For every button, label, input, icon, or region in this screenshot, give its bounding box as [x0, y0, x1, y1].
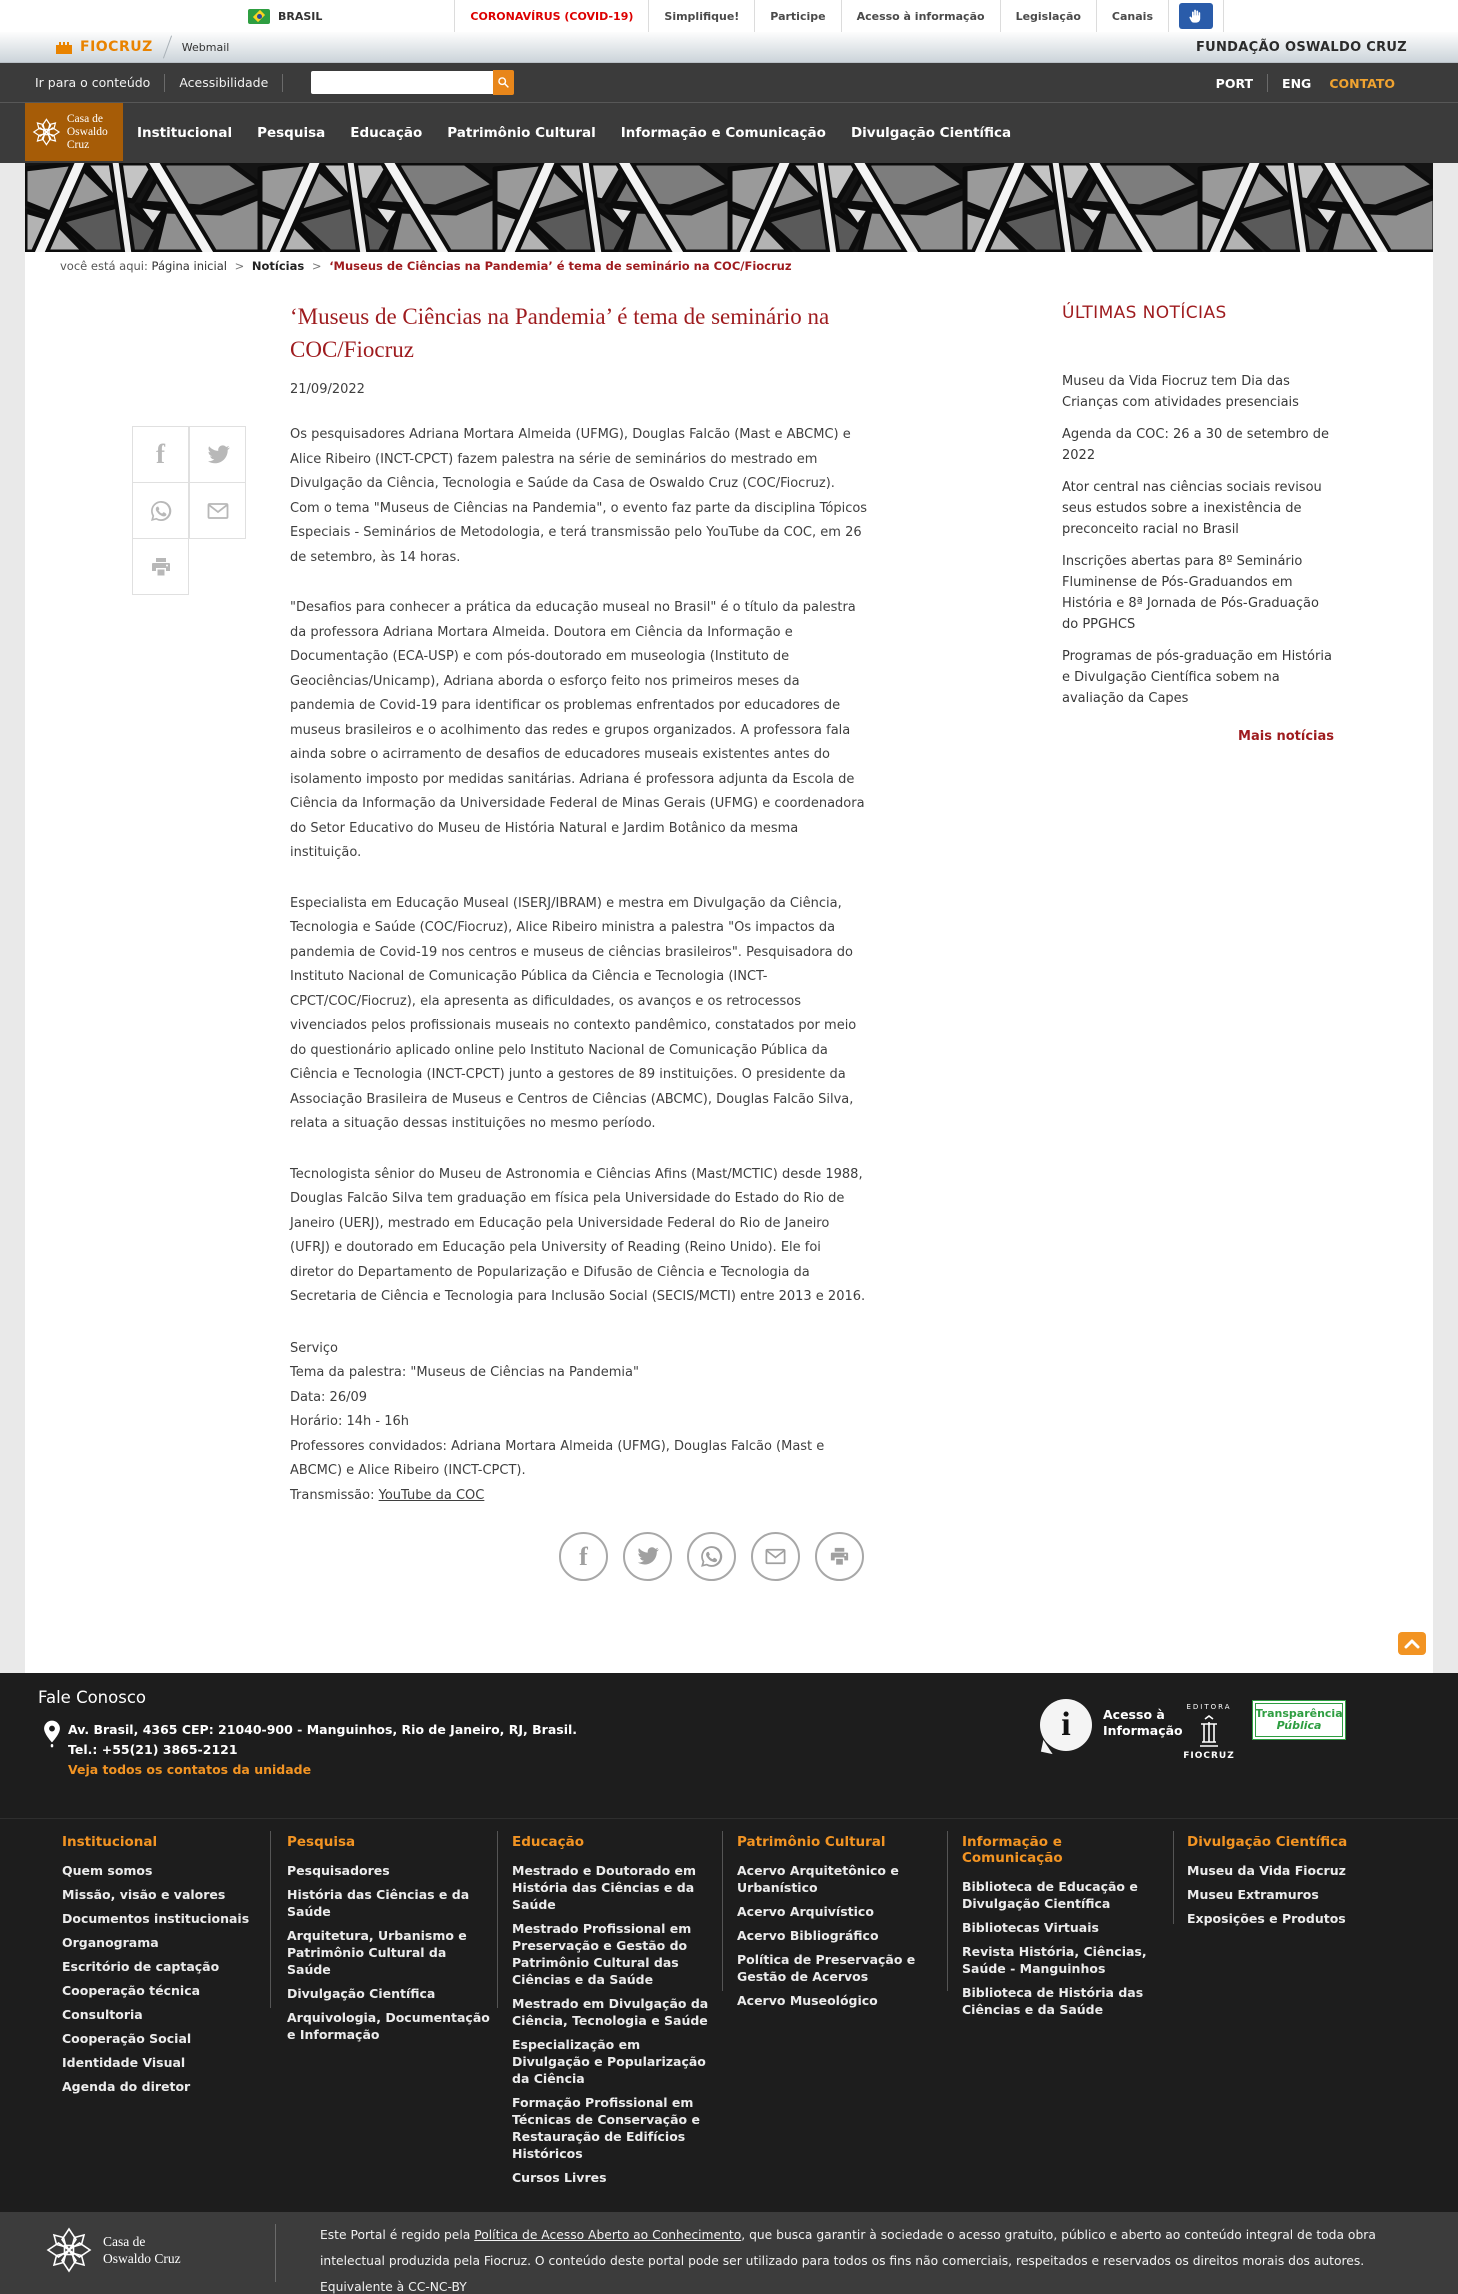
service-time: Horário: 14h - 16h [290, 1414, 409, 1429]
article-paragraph: Os pesquisadores Adriana Mortara Almeida (UFMG), Douglas Falcão (Mast e ABCMC) e Alice Ribeiro (INCT-CPCT) fazem palestra na série de seminários do mestrado em Divulgação da Ciência, Tecnologia e Saúde da Casa de Oswaldo Cruz (COC/Fiocruz). Com o tema "Museus de Ciências na Pandemia", o evento faz parte da disciplina Tópicos Especiais - Seminários de Metodologia, e terá transmissão pelo YouTube da COC, em 26 de setembro, às 14 horas. [290, 427, 868, 565]
footer-logo-line2: Oswaldo Cruz [103, 2251, 181, 2266]
search-input[interactable] [311, 71, 493, 94]
search-bar [311, 70, 514, 95]
email-icon [764, 1545, 787, 1568]
article-paragraph: "Desafios para conhecer a prática da educação museal no Brasil" é o título da palestra da professora Adriana Mortara Almeida. Doutora em Ciência da Informação e Documentação (ECA-USP) e com pós-doutorado em museologia (Instituto de Geociências/Unicamp), Adriana aborda o esforço feito nos primeiros meses da pandemia de Covid-19 para identificar os problemas enfrentados por educadores de museus brasileiros e o acolhimento das redes e grupos organizados. A professora fala ainda sobre o acirramento de desafios de educadores museais existentes antes do isolamento imposto por medidas sanitárias. Adriana é professora adjunta da Escola de Ciência da Informação da Universidade Federal de Minas Gerais (UFMG) e coordenadora do Setor Educativo do Museu de História Natural e Jardim Botânico da mesma instituição. [290, 600, 865, 860]
share-rail [133, 427, 249, 595]
facebook-icon: f [156, 439, 165, 469]
nav-patrimonio-cultural[interactable]: Patrimônio Cultural [447, 124, 596, 141]
footer-link[interactable]: Revista História, Ciências, Saúde - Manguinhos [962, 1944, 1147, 1976]
search-button[interactable] [493, 70, 514, 95]
share-whatsapp-button[interactable] [132, 482, 189, 539]
footer-link[interactable]: Acervo Arquitetônico e Urbanístico [737, 1863, 899, 1895]
footer-link[interactable]: Arquivologia, Documentação e Informação [287, 2010, 490, 2042]
search-icon [497, 76, 510, 89]
coc-logo-line1: Casa de [66, 112, 103, 125]
footer-col-informacao [962, 1834, 1167, 2025]
news-link[interactable]: Ator central nas ciências sociais revisou seus estudos sobre a inexistência de preconceito racial no Brasil [1062, 480, 1322, 537]
article-paragraph: Especialista em Educação Museal (ISERJ/IBRAM) e mestra em Divulgação da Ciência, Tecnologia e Saúde (COC/Fiocruz), Alice Ribeiro ministra a palestra "Os impactos da pandemia de Covid-19 nos centros e museus de ciências brasileiros". Pesquisadora do Instituto Nacional de Comunicação Pública da Ciência e Tecnologia (INCT-CPCT/COC/Fiocruz), ela apresenta as dificuldades, os avanços e os retrocessos vivenciados pelos profissionais museais no contexto pandêmico, constatados por meio do questionário aplicado online pelo Instituto Nacional de Comunicação Pública da Ciência e Tecnologia (INCT-CPCT) junto a gestores de 89 instituições. O presidente da Associação Brasileira de Museus e Centros de Ciências (ABCMC), Douglas Falcão Silva, relata a situação dessas instituições no mesmo período. [290, 895, 857, 1131]
news-link[interactable]: Programas de pós-graduação em História e Divulgação Científica sobem na avaliação da Capes [1062, 649, 1332, 706]
footer-link[interactable]: Agenda do diretor [62, 2079, 191, 2094]
footer-divider [270, 1831, 271, 2008]
tab-divider [163, 36, 172, 59]
sign-language-hand-icon [1179, 3, 1213, 29]
footer-col-title[interactable]: Informação e Comunicação [962, 1834, 1063, 1866]
footer-logo-line1: Casa de [103, 2234, 146, 2249]
email-icon [206, 499, 230, 523]
location-pin-icon [42, 1719, 62, 1749]
scroll-to-top-button[interactable] [1398, 1632, 1426, 1655]
nav-informacao-comunicacao[interactable]: Informação e Comunicação [620, 124, 826, 141]
latest-news-sidebar [1062, 303, 1334, 744]
footer-navigation [0, 1818, 1458, 2212]
language-switcher [1216, 63, 1395, 103]
share-facebook-button[interactable] [559, 1532, 608, 1581]
footer-bottom [0, 2212, 1458, 2294]
contato-link[interactable]: CONTATO [1329, 75, 1395, 91]
foundation-title: FUNDAÇÃO OSWALDO CRUZ [1195, 39, 1407, 55]
webmail-link[interactable]: Webmail [181, 40, 230, 54]
twitter-icon [206, 443, 230, 467]
print-icon [828, 1545, 851, 1568]
share-twitter-button[interactable] [189, 426, 246, 483]
breadcrumb-current: ‘Museus de Ciências na Pandemia’ é tema de seminário na COC/Fiocruz [329, 259, 792, 273]
article-share-buttons [559, 1532, 868, 1581]
footer-link[interactable]: Escritório de captação [62, 1959, 220, 1974]
editora-column-icon [1196, 1714, 1222, 1748]
footer-link[interactable]: Mestrado e Doutorado em História das Ciências e da Saúde [512, 1863, 697, 1912]
footer-col-divulgacao [1187, 1834, 1392, 1934]
lang-port-button[interactable]: PORT [1215, 75, 1254, 91]
footer-divider [947, 1831, 948, 1991]
header [0, 63, 1458, 163]
service-date: Data: 26/09 [290, 1389, 368, 1405]
acesso-informacao-label: Acesso à Informação [1103, 1707, 1183, 1738]
casa-oswaldo-cruz-logo[interactable] [25, 103, 123, 161]
footer-divider [722, 1831, 723, 1991]
whatsapp-icon [149, 499, 173, 523]
service-theme: Tema da palestra: "Museus de Ciências na Pandemia" [290, 1365, 639, 1380]
brasil-flag-link[interactable] [234, 0, 336, 32]
breadcrumb-prefix: você está aqui: [60, 259, 148, 273]
fiocruz-logo[interactable] [55, 39, 153, 55]
footer-divider [275, 2224, 276, 2282]
print-icon [149, 555, 173, 579]
phone-line: Tel.: +55(21) 3865-2121 [68, 1742, 238, 1757]
whatsapp-icon [699, 1544, 724, 1569]
nav-institucional[interactable]: Institucional [137, 124, 233, 141]
footer-link[interactable]: Documentos institucionais [62, 1911, 250, 1926]
footer-col-educacao [512, 1834, 717, 2193]
breadcrumb-separator: > [311, 259, 322, 273]
service-speakers: Professores convidados: Adriana Mortara Almeida (UFMG), Douglas Falcão (Mast e ABCMC) e Alice Ribeiro (INCT-CPCT). [290, 1438, 825, 1478]
skip-to-content-link[interactable]: Ir para o conteúdo [35, 75, 151, 90]
divider [282, 74, 283, 92]
fiocruz-logo-text: FIOCRUZ [80, 39, 153, 55]
brazil-flag-icon [248, 9, 270, 24]
brasil-label: BRASIL [278, 9, 323, 23]
footer-link[interactable]: Especialização em Divulgação e Popularização da Ciência [512, 2037, 706, 2086]
breadcrumb [60, 259, 1433, 273]
twitter-icon [636, 1545, 659, 1568]
share-print-button[interactable] [815, 1532, 864, 1581]
article-date: 21/09/2022 [290, 382, 365, 397]
govbar-link-participe[interactable]: Participe [754, 0, 840, 32]
share-whatsapp-button[interactable] [687, 1532, 736, 1581]
banner-image [25, 163, 1433, 252]
service-info-block [290, 1337, 868, 1509]
page-title: ‘Museus de Ciências na Pandemia’ é tema de seminário na COC/Fiocruz [290, 304, 830, 362]
footer-link[interactable]: Acervo Museológico [737, 1993, 878, 2008]
footer-col-title[interactable]: Pesquisa [287, 1834, 356, 1850]
coc-logo-line2: Oswaldo Cruz [66, 125, 108, 151]
govbar-link-canais[interactable]: Canais [1096, 0, 1168, 32]
nav-educacao[interactable]: Educação [350, 124, 423, 141]
footer-link[interactable]: Consultoria [62, 2007, 143, 2022]
breadcrumb-separator: > [234, 259, 245, 273]
libras-accessibility-button[interactable] [1168, 0, 1224, 32]
facebook-icon: f [579, 1541, 588, 1571]
content-area [25, 163, 1433, 1673]
footer-link[interactable]: Missão, visão e valores [62, 1887, 226, 1902]
govbar-link-acesso-informacao[interactable]: Acesso à informação [841, 0, 1000, 32]
article-paragraph: Tecnologista sênior do Museu de Astronomia e Ciências Afins (Mast/MCTIC) desde 1988, Douglas Falcão Silva tem graduação em física pela Universidade do Estado do Rio de Janeiro (UERJ), mestrado em Educação pela Universidade Federal do Rio de Janeiro (UFRJ) e doutorado em Educação pela University of Reading (Reino Unido). Ele foi diretor do Departamento de Popularização e Difusão de Ciência e Tecnologia da Secretaria de Ciência e Tecnologia para Inclusão Social (SECIS/MCTI) entre 2013 e 2016. [290, 1166, 866, 1304]
open-access-policy-link[interactable]: Política de Acesso Aberto ao Conhecimento [474, 2228, 742, 2242]
editora-fiocruz-logo[interactable]: EDITORA FIOCRUZ [1183, 1703, 1235, 1761]
brand-bar [0, 32, 1458, 63]
main-navigation [0, 103, 1458, 162]
coc-rosette-icon [32, 115, 61, 149]
acesso-informacao-icon[interactable]: i [1040, 1699, 1092, 1751]
footer-link[interactable]: Arquitetura, Urbanismo e Patrimônio Cultural da Saúde [287, 1928, 467, 1977]
share-email-button[interactable] [751, 1532, 800, 1581]
govbar-link-legislacao[interactable]: Legislação [1000, 0, 1096, 32]
cc-license-line: Equivalente à CC-NC-BY [320, 2280, 467, 2294]
footer-link[interactable]: Formação Profissional em Técnicas de Conservação e Restauração de Edifícios Históricos [512, 2095, 700, 2161]
share-print-button[interactable] [132, 538, 189, 595]
footer-link[interactable]: Bibliotecas Virtuais [962, 1920, 1099, 1935]
government-bar [0, 0, 1458, 32]
news-link[interactable]: Inscrições abertas para 8º Seminário Fluminense de Pós-Graduandos em História e 8ª Jornada de Pós-Graduação do PPGHCS [1062, 554, 1319, 632]
news-link[interactable]: Agenda da COC: 26 a 30 de setembro de 2022 [1062, 427, 1329, 463]
all-contacts-link[interactable]: Veja todos os contatos da unidade [68, 1762, 312, 1777]
contact-title: Fale Conosco [38, 1688, 146, 1707]
nav-pesquisa[interactable]: Pesquisa [257, 124, 326, 141]
chevron-up-icon [1404, 1639, 1420, 1649]
breadcrumb-noticias-link[interactable]: Notícias [251, 259, 305, 273]
contact-address [68, 1720, 577, 1760]
footer-link[interactable]: Cooperação Social [62, 2031, 192, 2046]
footer-contact [0, 1673, 1458, 1818]
footer-col-title[interactable]: Patrimônio Cultural [737, 1834, 886, 1850]
footer-link[interactable]: Identidade Visual [62, 2055, 186, 2070]
footer-link[interactable]: Exposições e Produtos [1187, 1911, 1346, 1926]
fiocruz-castle-icon [55, 40, 75, 54]
news-list [1062, 371, 1334, 709]
footer-link[interactable]: Mestrado em Divulgação da Ciência, Tecnologia e Saúde [512, 1996, 709, 2028]
footer-link[interactable]: Cursos Livres [512, 2170, 607, 2185]
coc-rosette-icon [45, 2226, 93, 2274]
govbar-link-simplifique[interactable]: Simplifique! [648, 0, 754, 32]
footer-link[interactable]: Mestrado Profissional em Preservação e Gestão do Patrimônio Cultural das Ciências e da Saúde [512, 1921, 692, 1987]
address-line: Av. Brasil, 4365 CEP: 21040-900 - Manguinhos, Rio de Janeiro, RJ, Brasil. [68, 1722, 578, 1737]
footer-col-pesquisa [287, 1834, 492, 2050]
share-twitter-button[interactable] [623, 1532, 672, 1581]
sidebar-title: ÚLTIMAS NOTÍCIAS [1062, 303, 1227, 323]
portal-policy-text: Este Portal é regido pela Política de Acesso Aberto ao Conhecimento, que busca garantir à sociedade o acesso gratuito, público e aberto ao conteúdo integral de toda obra intelectual produzida pela Fiocruz. O conteúdo deste portal pode ser utilizado para todos os fins não comerciais, respeitados e reservados os direitos morais dos autores. Equivalente à CC-NC-BY [320, 2222, 1438, 2294]
article [290, 300, 868, 1581]
service-heading: Serviço [290, 1340, 339, 1356]
footer-col-title[interactable]: Institucional [62, 1834, 158, 1850]
youtube-coc-link[interactable]: YouTube da COC [378, 1487, 485, 1503]
footer-link[interactable]: Acervo Bibliográfico [737, 1928, 879, 1943]
share-email-button[interactable] [189, 482, 246, 539]
footer-link[interactable]: Política de Preservação e Gestão de Acervos [737, 1952, 916, 1984]
footer-link[interactable]: Biblioteca de História das Ciências e da Saúde [962, 1985, 1144, 2017]
footer-link[interactable]: Divulgação Científica [287, 1986, 436, 2001]
news-link[interactable]: Museu da Vida Fiocruz tem Dia das Crianças com atividades presenciais [1062, 374, 1299, 410]
footer-link[interactable]: Cooperação técnica [62, 1983, 201, 1998]
nav-divulgacao-cientifica[interactable]: Divulgação Científica [850, 124, 1012, 141]
footer-col-patrimonio [737, 1834, 942, 2016]
footer-col-institucional [62, 1834, 267, 2102]
lang-eng-button[interactable]: ENG [1282, 75, 1312, 91]
transparencia-publica-logo[interactable]: Transparência Pública [1252, 1700, 1346, 1740]
accessibility-link[interactable]: Acessibilidade [179, 75, 269, 90]
footer-link[interactable]: Quem somos [62, 1863, 153, 1878]
more-news-link[interactable]: Mais notícias [1238, 729, 1334, 744]
footer-link[interactable]: Museu da Vida Fiocruz [1187, 1863, 1346, 1878]
service-broadcast-label: Transmissão: [290, 1487, 375, 1503]
footer-divider [497, 1831, 498, 2008]
utility-row [0, 63, 1458, 103]
divider [164, 74, 165, 92]
breadcrumb-home-link[interactable]: Página inicial [151, 259, 227, 273]
footer-col-title[interactable]: Divulgação Científica [1187, 1834, 1348, 1850]
footer-link[interactable]: História das Ciências e da Saúde [287, 1887, 470, 1919]
footer-col-title[interactable]: Educação [512, 1834, 584, 1850]
footer-link[interactable]: Acervo Arquivístico [737, 1904, 874, 1919]
govbar-link-coronavirus[interactable]: CORONAVÍRUS (COVID-19) [454, 0, 648, 32]
divider [1267, 74, 1268, 92]
share-facebook-button[interactable] [132, 426, 189, 483]
footer-link[interactable]: Museu Extramuros [1187, 1887, 1319, 1902]
footer-divider [1173, 1831, 1174, 1924]
footer-link[interactable]: Biblioteca de Educação e Divulgação Científica [962, 1879, 1138, 1911]
footer-link[interactable]: Pesquisadores [287, 1863, 390, 1878]
footer-link[interactable]: Organograma [62, 1935, 159, 1950]
footer-coc-logo [45, 2226, 181, 2274]
